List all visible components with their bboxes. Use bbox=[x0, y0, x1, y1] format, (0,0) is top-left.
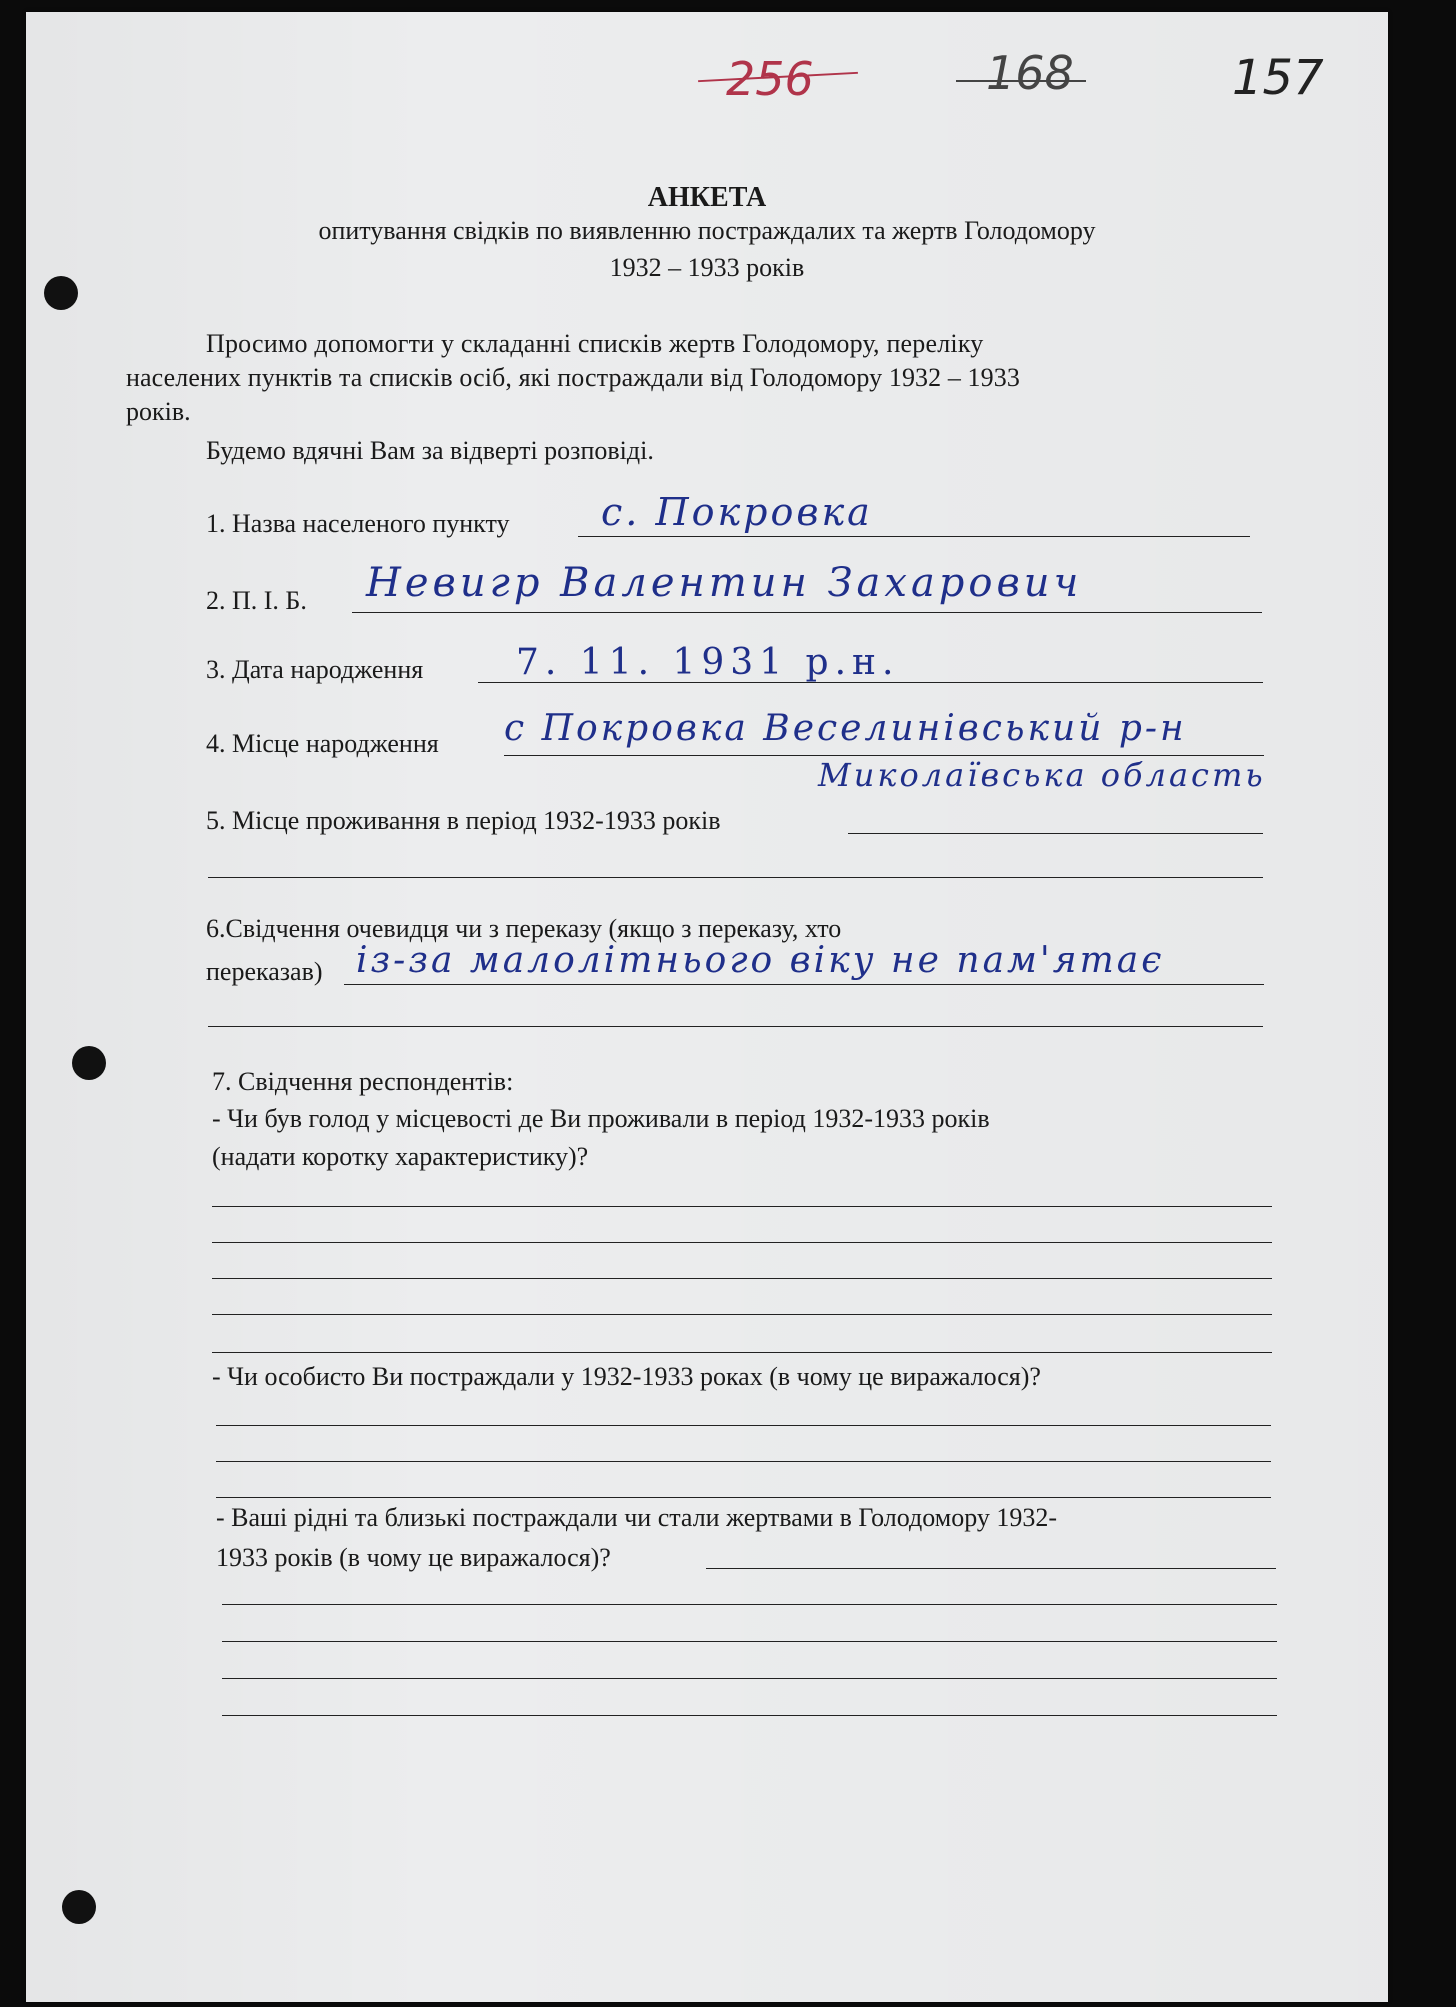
q1-answer-line-5 bbox=[212, 1352, 1272, 1353]
question-3-line1: - Ваші рідні та близькі постраждали чи стали жертвами в Голодомору 1932- bbox=[216, 1503, 1058, 1532]
q3-answer-line-3 bbox=[222, 1641, 1277, 1642]
page-number-old-2: 168 bbox=[986, 46, 1074, 100]
birth-date-value: 7. 11. 1931 р.н. bbox=[516, 642, 900, 683]
q3-answer-line-1 bbox=[706, 1568, 1276, 1569]
q2-answer-line-1 bbox=[216, 1425, 1271, 1426]
birth-place-value-line1: с Покровка Веселинівський р-н bbox=[504, 708, 1187, 749]
page-number-old-1: 256 bbox=[726, 52, 814, 106]
settlement-value: с. Покровка bbox=[601, 490, 873, 534]
q1-answer-line-2 bbox=[212, 1242, 1272, 1243]
q3-answer-line-2 bbox=[222, 1604, 1277, 1605]
residence-label: 5. Місце проживання в період 1932-1933 років bbox=[206, 806, 721, 835]
residence-underline-2 bbox=[208, 877, 1263, 878]
punch-hole-middle bbox=[72, 1046, 106, 1080]
q2-answer-line-3 bbox=[216, 1497, 1271, 1498]
intro-line-2: населених пунктів та списків осіб, які постраждали від Голодомору 1932 – 1933 bbox=[126, 363, 1020, 392]
q3-answer-line-4 bbox=[222, 1678, 1277, 1679]
name-label: 2. П. І. Б. bbox=[206, 586, 307, 615]
intro-line-4: Будемо вдячні Вам за відверті розповіді. bbox=[206, 436, 654, 465]
q1-answer-line-3 bbox=[212, 1278, 1272, 1279]
form-subtitle-line2: 1932 – 1933 років bbox=[609, 253, 805, 282]
q2-answer-line-2 bbox=[216, 1461, 1271, 1462]
form-subtitle-line1: опитування свідків по виявленню постраждалих та жертв Голодомору bbox=[318, 216, 1096, 245]
question-3-line2: 1933 років (в чому це виражалося)? bbox=[216, 1543, 611, 1572]
testimony-type-label-line1: 6.Свідчення очевидця чи з переказу (якщо з переказу, хто bbox=[206, 914, 842, 943]
testimony-type-label-line2: переказав) bbox=[206, 957, 323, 986]
page-number-current: 157 bbox=[1232, 50, 1324, 106]
q1-answer-line-4 bbox=[212, 1314, 1272, 1315]
document-page bbox=[26, 12, 1388, 2002]
intro-line-1: Просимо допомогти у складанні списків жертв Голодомору, переліку bbox=[206, 329, 984, 358]
testimony-type-underline-2 bbox=[208, 1026, 1263, 1027]
question-2-line1: - Чи особисто Ви постраждали у 1932-1933 роках (в чому це виражалося)? bbox=[212, 1362, 1041, 1391]
residence-underline-1 bbox=[848, 833, 1263, 834]
question-1-line1: - Чи був голод у місцевості де Ви проживали в період 1932-1933 років bbox=[212, 1104, 990, 1133]
punch-hole-bottom bbox=[62, 1890, 96, 1924]
birth-place-label: 4. Місце народження bbox=[206, 729, 439, 758]
settlement-underline bbox=[578, 536, 1250, 537]
q3-answer-line-5 bbox=[222, 1715, 1277, 1716]
testimony-type-underline-1 bbox=[344, 984, 1264, 985]
testimony-type-value: із-за малолітнього віку не пам'ятає bbox=[356, 940, 1165, 981]
section7-heading: 7. Свідчення респондентів: bbox=[212, 1067, 514, 1096]
name-value: Невигр Валентин Захарович bbox=[366, 560, 1083, 606]
settlement-label: 1. Назва населеного пункту bbox=[206, 509, 510, 538]
strike-old-2 bbox=[956, 80, 1086, 82]
form-title: АНКЕТА bbox=[647, 182, 767, 213]
question-1-line2: (надати коротку характеристику)? bbox=[212, 1142, 589, 1171]
birth-place-value-line2: Миколаївська область bbox=[818, 756, 1266, 794]
birth-date-label: 3. Дата народження bbox=[206, 655, 424, 684]
q1-answer-line-1 bbox=[212, 1206, 1272, 1207]
name-underline bbox=[352, 612, 1262, 613]
intro-line-3: років. bbox=[126, 397, 191, 426]
